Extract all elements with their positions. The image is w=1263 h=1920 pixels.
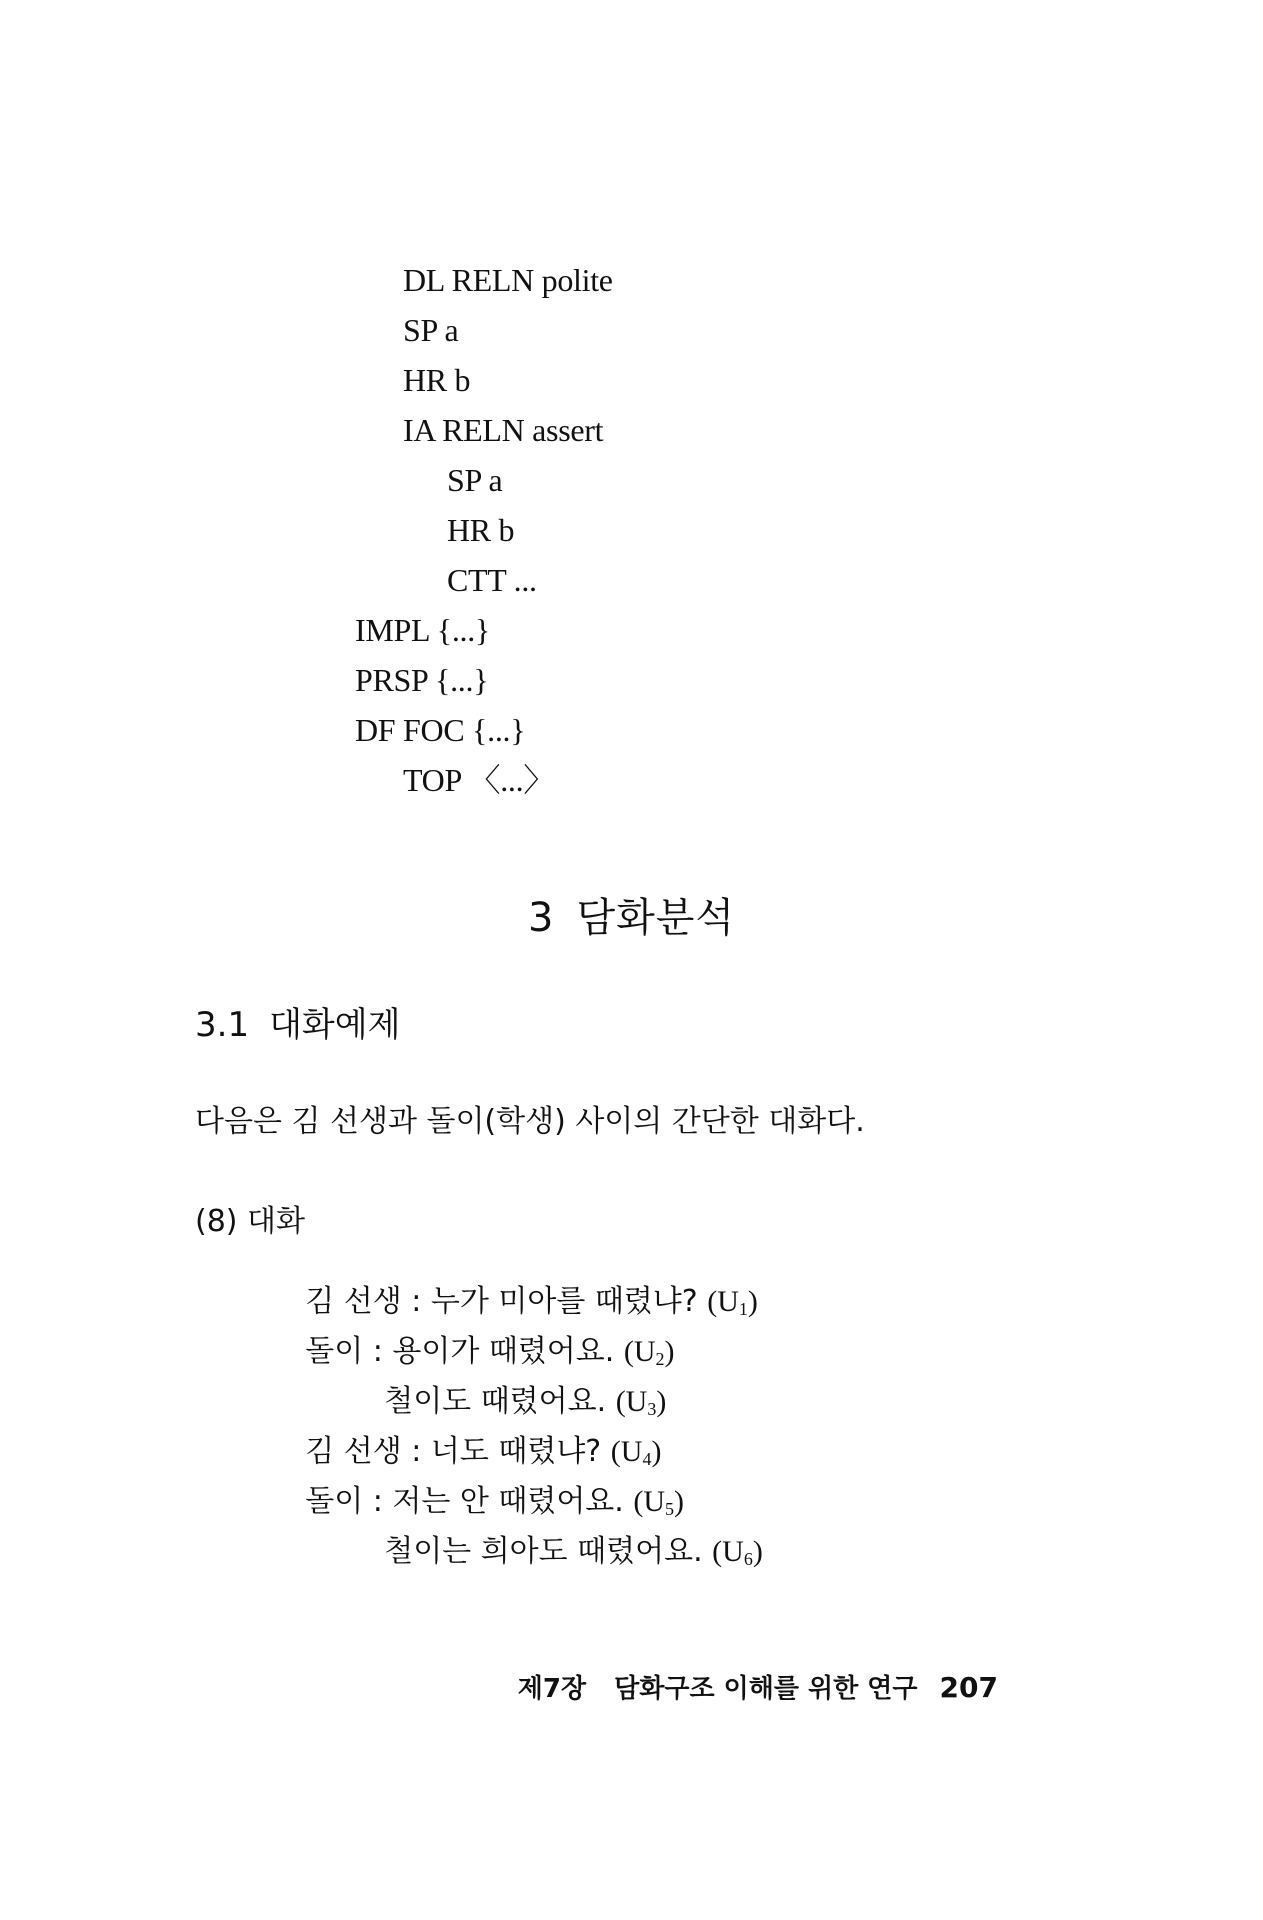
fs-line: DL RELN polite [403,262,613,298]
speaker-label: 돌이 : [305,1334,393,1369]
dialogue-turn [327,1507,763,1597]
section-title: 담화분석 [576,895,735,941]
running-footer [482,1648,998,1728]
fs-line: DF FOC {...} [355,712,526,748]
footer-title: 담화구조 이해를 위한 연구 [614,1674,918,1704]
fs-line: HR b [447,512,515,548]
fs-line: IMPL {...} [355,612,490,648]
speaker-label: 김 선생 : [305,1434,431,1469]
utterance-id: $(U_5)$ [633,1485,685,1519]
utterance-id: $(U_3)$ [615,1385,667,1419]
utterance-text: 너도 때렸냐? [430,1434,611,1469]
utterance-id: $(U_2)$ [623,1335,675,1369]
example-label: (8) 대화 [195,1204,305,1239]
subsection-number: 3.1 [195,1005,250,1045]
utterance-text: 철이도 때렸어요. [384,1384,616,1419]
utterance-text: 용이가 때렸어요. [392,1334,624,1369]
fs-line: SP a [403,312,459,348]
utterance-id: $(U_6)$ [712,1535,763,1569]
fs-line: TOP 〈...〉 [403,762,555,798]
footer-chapter: 제7장 [517,1674,587,1704]
fs-line: HR b [403,362,471,398]
fs-line: SP a [447,462,503,498]
utterance-text: 철이는 희아도 때렸어요. [384,1534,713,1569]
page-number: 207 [939,1671,998,1704]
section-number: 3 [527,895,555,941]
utterance-text: 누가 미아를 때렸냐? [430,1284,708,1319]
utterance-id: $(U_1)$ [707,1285,758,1319]
speaker-label: 돌이 : [305,1484,393,1519]
fs-line: PRSP {...} [355,662,489,698]
intro-paragraph: 다음은 김 선생과 돌이(학생) 사이의 간단한 대화다. [195,1104,865,1139]
section-heading [0,895,1263,941]
fs-line: CTT ... [447,562,537,598]
fs-line: IA RELN assert [403,412,604,448]
subsection-title: 대화예제 [269,1005,401,1045]
utterance-text: 저는 안 때렸어요. [392,1484,634,1519]
subsection-heading [195,1005,401,1045]
speaker-label: 김 선생 : [305,1284,431,1319]
utterance-id: $(U_4)$ [610,1435,662,1469]
